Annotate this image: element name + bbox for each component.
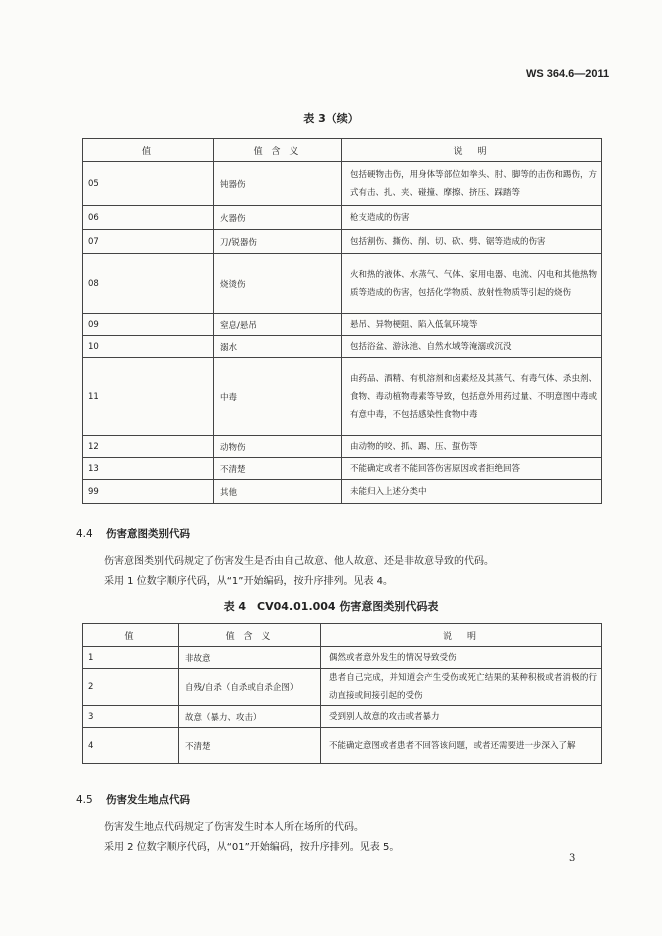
- cell-desc: 枪支造成的伤害: [342, 206, 602, 230]
- table-row: [83, 669, 602, 706]
- table3-caption: 表 3（续）: [303, 112, 359, 125]
- cell-meaning: 窒息/悬吊: [214, 314, 342, 336]
- cell-desc: 悬吊、异物梗阻、陷入低氧环境等: [342, 314, 602, 336]
- cell-desc: 由动物的咬、抓、踢、压、蜇伤等: [342, 436, 602, 458]
- cell-desc: 火和热的液体、水蒸气、气体、家用电器、电流、闪电和其他热物质等造成的伤害，包括化学物质、放射性物质等引起的烧伤: [342, 254, 602, 314]
- table-row: [83, 458, 602, 480]
- table-row: [83, 647, 602, 669]
- cell-value: 99: [83, 480, 214, 504]
- cell-value: 11: [83, 358, 214, 436]
- table-row: [83, 314, 602, 336]
- standard-number: WS 364.6—2011: [526, 68, 610, 80]
- table4-caption: 表 4 CV04.01.004 伤害意图类别代码表: [223, 600, 439, 613]
- table-row: [83, 336, 602, 358]
- cell-desc: 包括浴盆、游泳池、自然水域等淹溺或沉没: [342, 336, 602, 358]
- cell-value: 1: [83, 647, 179, 669]
- cell-desc: 受到别人故意的攻击或者暴力: [321, 706, 602, 728]
- table-row: [83, 436, 602, 458]
- col-header-value: 值: [83, 139, 214, 162]
- table-row: [83, 162, 602, 206]
- cell-value: 07: [83, 230, 214, 254]
- section-number: 4.5: [76, 794, 93, 806]
- cell-meaning: 溺水: [214, 336, 342, 358]
- cell-desc: 包括割伤、撕伤、削、切、砍、劈、锯等造成的伤害: [342, 230, 602, 254]
- cell-meaning: 不清楚: [179, 728, 321, 764]
- cell-value: 06: [83, 206, 214, 230]
- cell-value: 13: [83, 458, 214, 480]
- section-4-5-para2: 采用 2 位数字顺序代码，从“01”开始编码，按升序排列。见表 5。: [104, 842, 400, 853]
- cell-meaning: 中毒: [214, 358, 342, 436]
- cell-value: 09: [83, 314, 214, 336]
- cell-desc: 包括硬物击伤，用身体等部位如拳头、肘、脚等的击伤和踢伤，方式有击、扎、夹、碰撞、摩擦、挤压、踩踏等: [342, 162, 602, 206]
- col-header-desc: 说 明: [321, 624, 602, 647]
- section-4-4-heading: [76, 526, 190, 541]
- cell-meaning: 烧烫伤: [214, 254, 342, 314]
- cell-desc: 由药品、酒精、有机溶剂和卤素烃及其蒸气、有毒气体、杀虫剂、食物、毒动植物毒素等导致，包括意外用药过量、不明意图中毒或有意中毒，不包括感染性食物中毒: [342, 358, 602, 436]
- cell-meaning: 火器伤: [214, 206, 342, 230]
- table-row: [83, 230, 602, 254]
- col-header-desc: 说 明: [342, 139, 602, 162]
- cell-desc: 未能归入上述分类中: [342, 480, 602, 504]
- cell-desc: 患者自己完成，并知道会产生受伤或死亡结果的某种积极或者消极的行动直接或间接引起的受伤: [321, 669, 602, 706]
- table-row: [83, 728, 602, 764]
- cell-meaning: 动物伤: [214, 436, 342, 458]
- section-title: 伤害意图类别代码: [106, 528, 190, 540]
- cell-desc: 偶然或者意外发生的情况导致受伤: [321, 647, 602, 669]
- col-header-value: 值: [83, 624, 179, 647]
- cell-desc: 不能确定意图或者患者不回答该问题，或者还需要进一步深入了解: [321, 728, 602, 764]
- cell-value: 12: [83, 436, 214, 458]
- section-4-5-heading: [76, 792, 190, 807]
- cell-meaning: 钝器伤: [214, 162, 342, 206]
- section-4-4-para2: 采用 1 位数字顺序代码，从“1”开始编码，按升序排列。见表 4。: [104, 576, 393, 587]
- cell-meaning: 自残/自杀（自杀或自杀企图）: [179, 669, 321, 706]
- table-row: [83, 206, 602, 230]
- section-number: 4.4: [76, 528, 93, 540]
- cell-meaning: 刀/锐器伤: [214, 230, 342, 254]
- table3: [82, 138, 602, 504]
- table-row: [83, 254, 602, 314]
- cell-desc: 不能确定或者不能回答伤害原因或者拒绝回答: [342, 458, 602, 480]
- section-4-4-para1: 伤害意图类别代码规定了伤害发生是否由自己故意、他人故意、还是非故意导致的代码。: [104, 556, 494, 567]
- cell-meaning: 不清楚: [214, 458, 342, 480]
- table-row: [83, 480, 602, 504]
- col-header-meaning: 值 含 义: [214, 139, 342, 162]
- cell-value: 08: [83, 254, 214, 314]
- section-title: 伤害发生地点代码: [106, 794, 190, 806]
- page-number: 3: [569, 853, 576, 864]
- cell-value: 10: [83, 336, 214, 358]
- cell-value: 3: [83, 706, 179, 728]
- col-header-meaning: 值 含 义: [179, 624, 321, 647]
- cell-meaning: 非故意: [179, 647, 321, 669]
- section-4-5-para1: 伤害发生地点代码规定了伤害发生时本人所在场所的代码。: [104, 822, 364, 833]
- cell-meaning: 故意（暴力、攻击）: [179, 706, 321, 728]
- table-row: [83, 358, 602, 436]
- table4: [82, 623, 602, 764]
- table-row: [83, 706, 602, 728]
- cell-value: 2: [83, 669, 179, 706]
- cell-value: 4: [83, 728, 179, 764]
- cell-value: 05: [83, 162, 214, 206]
- cell-meaning: 其他: [214, 480, 342, 504]
